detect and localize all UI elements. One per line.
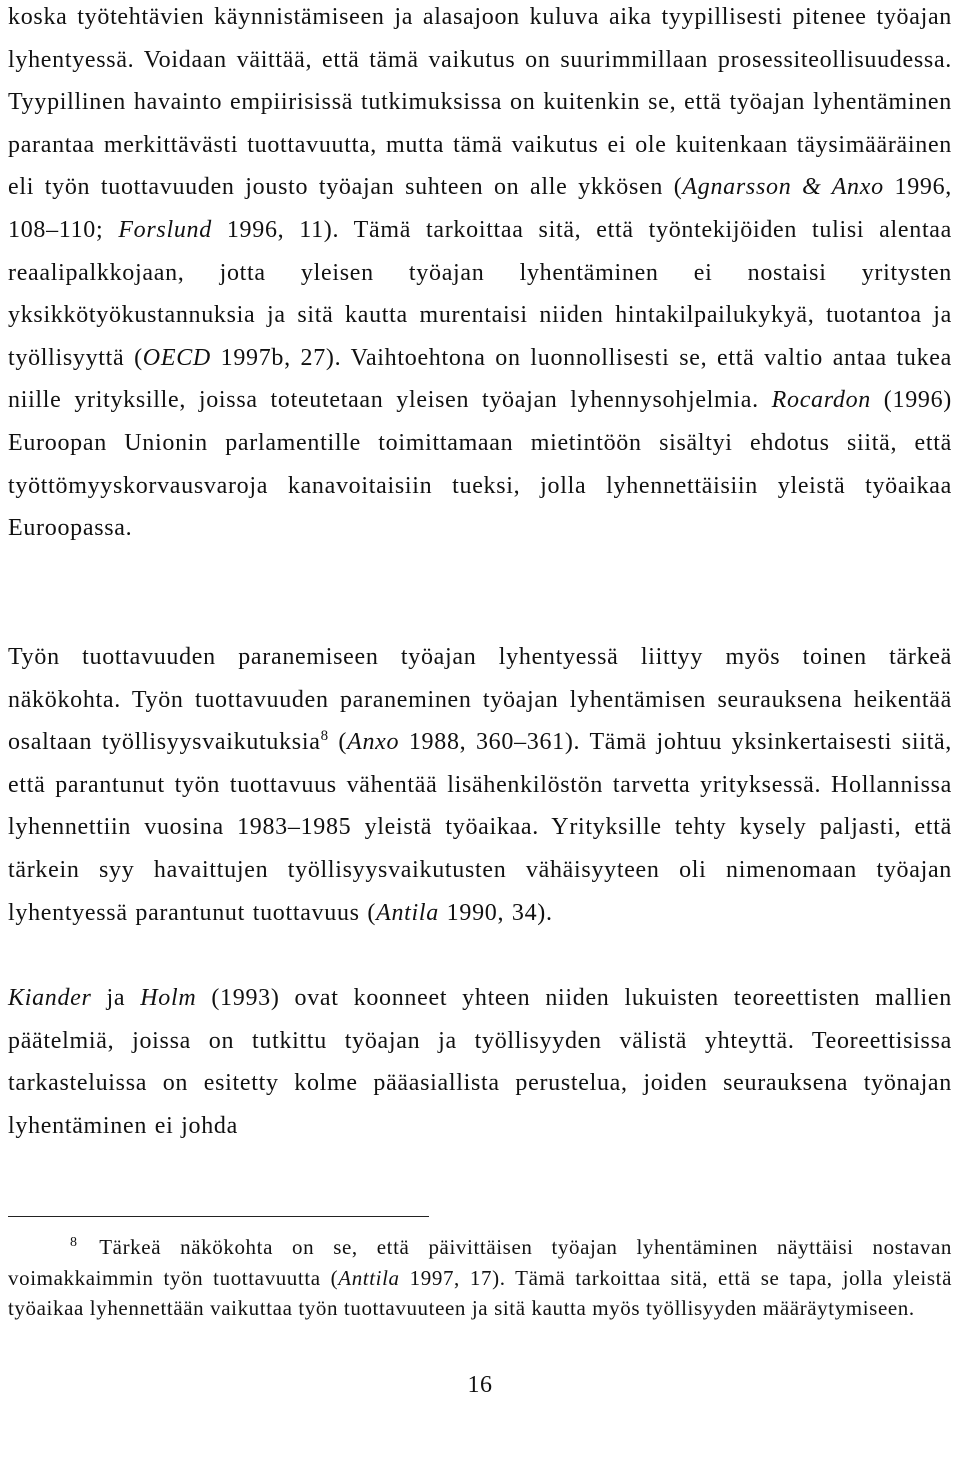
text-run: ja <box>91 985 141 1011</box>
footnote-reference: 8 <box>320 728 329 745</box>
citation-author: Antila <box>376 899 439 926</box>
text-run: 1996, 108–110; <box>8 174 952 243</box>
text-run: koska työtehtävien käynnistämiseen ja alasajoon kuluva aika tyypillisesti pitenee työajan lyhentyessä. Voidaan väittää, että tämä vaikutus on suurimmillaan prosessiteollisuudessa. Tyypillinen havainto empiirisissä tutkimuksissa on kuitenkin se, että työajan lyhentäminen parantaa merkittävästi tuottavuutta, mutta tämä vaikutus ei ole kuitenkaan täysimääräinen eli työn tuottavuuden jousto työajan suhteen on alle ykkösen ( <box>8 4 952 201</box>
text-run: 1996, 11). Tämä tarkoittaa sitä, että työntekijöiden tulisi alentaa reaalipalkkojaan, jotta yleisen työajan lyhentäminen ei nostaisi yritysten yksikkötyökustannuksia ja sitä kautta murentaisi niiden hintakilpailukykyä, tuotantoa ja työllisyyttä ( <box>8 216 953 371</box>
footnote-number: 8 <box>70 1235 78 1250</box>
footnote <box>8 1232 952 1324</box>
citation-author: Anxo <box>347 729 400 756</box>
citation-author: Forslund <box>118 216 212 243</box>
footnote-separator <box>8 1216 429 1217</box>
text-run: (1993) ovat koonneet yhteen niiden lukuisten teoreettisten mallien päätelmiä, joissa on tutkittu työajan ja työllisyyden välistä yhteyttä. Teoreettisissa tarkasteluissa on esitetty kolme pääasiallista perustelua, joiden seurauksena työnajan lyhentäminen ei johda <box>8 985 952 1139</box>
citation-author: Rocardon <box>771 387 872 414</box>
body-paragraph-3 <box>8 977 952 1147</box>
text-run: Työn tuottavuuden paranemiseen työajan lyhentyessä liittyy myös toinen tärkeä näkökohta. Työn tuottavuuden paraneminen työajan lyhentämisen seurauksena heikentää osaltaan työllisyysvaikutuksia <box>8 644 952 756</box>
citation-author: Agnarsson & Anxo <box>682 174 884 201</box>
text-run: 1988, 360–361). Tämä johtuu yksinkertaisesti siitä, että parantunut työn tuottavuus vähentää lisähenkilöstön tarvetta yrityksessä. Hollannissa lyhennettiin vuosina 1983–1985 yleistä työaikaa. Yrityksille tehty kysely paljasti, että tärkein syy havaittujen työllisyysvaikutusten vähäisyyteen oli nimenomaan työajan lyhentyessä parantunut tuottavuus ( <box>8 729 952 926</box>
citation-author: Holm <box>140 985 197 1011</box>
text-run: ( <box>328 729 348 756</box>
body-paragraph-1 <box>8 0 952 550</box>
page-number: 16 <box>467 1372 493 1398</box>
citation-author: Kiander <box>8 985 92 1011</box>
text-run: 1997, 17). Tämä tarkoittaa sitä, että se tapa, jolla yleistä työaikaa lyhennettään vaikuttaa työn tuottavuuteen ja sitä kautta myös työllisyyden määräytymiseen. <box>8 1265 952 1320</box>
text-run: (1996) Euroopan Unionin parlamentille toimittamaan mietintöön sisältyi ehdotus siitä, että työttömyyskorvausvaroja kanavoitaisiin tueksi, jolla lyhennettäisiin yleistä työaikaa Euroopassa. <box>8 387 952 542</box>
text-run: Tärkeä näkökohta on se, että päivittäisen työajan lyhentäminen näyttäisi nostavan voimakkaimmin työn tuottavuutta ( <box>8 1235 952 1290</box>
text-run: 1997b, 27). Vaihtoehtona on luonnollisesti se, että valtio antaa tukea niille yrityksille, joissa toteutetaan yleisen työajan lyhennysohjelmia. <box>8 344 952 414</box>
body-paragraph-2 <box>8 636 952 934</box>
citation-author: Anttila <box>338 1265 400 1290</box>
text-run: 1990, 34). <box>438 899 553 926</box>
citation-author: OECD <box>142 344 211 371</box>
